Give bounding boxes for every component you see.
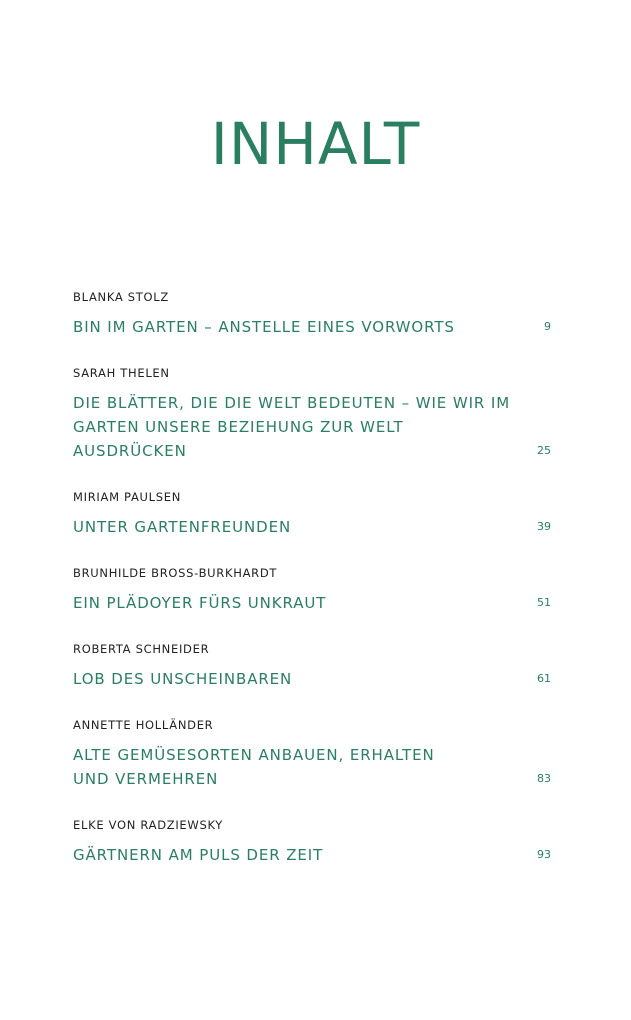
table-of-contents [73, 289, 551, 893]
entry-title[interactable]: UNTER GARTENFREUNDEN [73, 518, 292, 536]
entry-title-row[interactable] [73, 743, 551, 791]
entry-page-number: 39 [537, 520, 551, 533]
entry-page-number: 9 [544, 320, 551, 333]
entry-title-row[interactable] [73, 515, 551, 539]
entry-title[interactable]: BIN IM GARTEN – ANSTELLE EINES VORWORTS [73, 318, 455, 336]
entry-author: BRUNHILDE BROSS-BURKHARDT [73, 566, 278, 580]
entry-page-number: 51 [537, 596, 551, 609]
entry-page-number: 83 [537, 772, 551, 785]
entry-title[interactable]: DIE BLÄTTER, DIE DIE WELT BEDEUTEN – WIE WIR IM GARTEN UNSERE BEZIEHUNG ZUR WELT AUSDRÜCKEN [73, 394, 511, 460]
toc-entry [73, 489, 551, 539]
entry-title[interactable]: EIN PLÄDOYER FÜRS UNKRAUT [73, 594, 327, 612]
toc-entry [73, 565, 551, 615]
toc-entry [73, 365, 551, 463]
entry-page-number: 25 [537, 444, 551, 457]
entry-title[interactable]: GÄRTNERN AM PULS DER ZEIT [73, 846, 324, 864]
entry-title-row[interactable] [73, 315, 551, 339]
entry-page-number: 93 [537, 848, 551, 861]
entry-author: ROBERTA SCHNEIDER [73, 642, 210, 656]
entry-author: ELKE VON RADZIEWSKY [73, 818, 224, 832]
entry-author: SARAH THELEN [73, 366, 170, 380]
entry-author: BLANKA STOLZ [73, 290, 169, 304]
entry-title[interactable]: ALTE GEMÜSESORTEN ANBAUEN, ERHALTEN UND VERMEHREN [73, 746, 435, 788]
entry-author: MIRIAM PAULSEN [73, 490, 181, 504]
toc-entry [73, 289, 551, 339]
entry-title-row[interactable] [73, 391, 551, 463]
page-title: INHALT [210, 110, 421, 178]
entry-title-row[interactable] [73, 591, 551, 615]
entry-title-row[interactable] [73, 843, 551, 867]
toc-entry [73, 641, 551, 691]
entry-title-row[interactable] [73, 667, 551, 691]
entry-page-number: 61 [537, 672, 551, 685]
toc-entry [73, 817, 551, 867]
entry-title[interactable]: LOB DES UNSCHEINBAREN [73, 670, 293, 688]
entry-author: ANNETTE HOLLÄNDER [73, 718, 214, 732]
toc-entry [73, 717, 551, 791]
